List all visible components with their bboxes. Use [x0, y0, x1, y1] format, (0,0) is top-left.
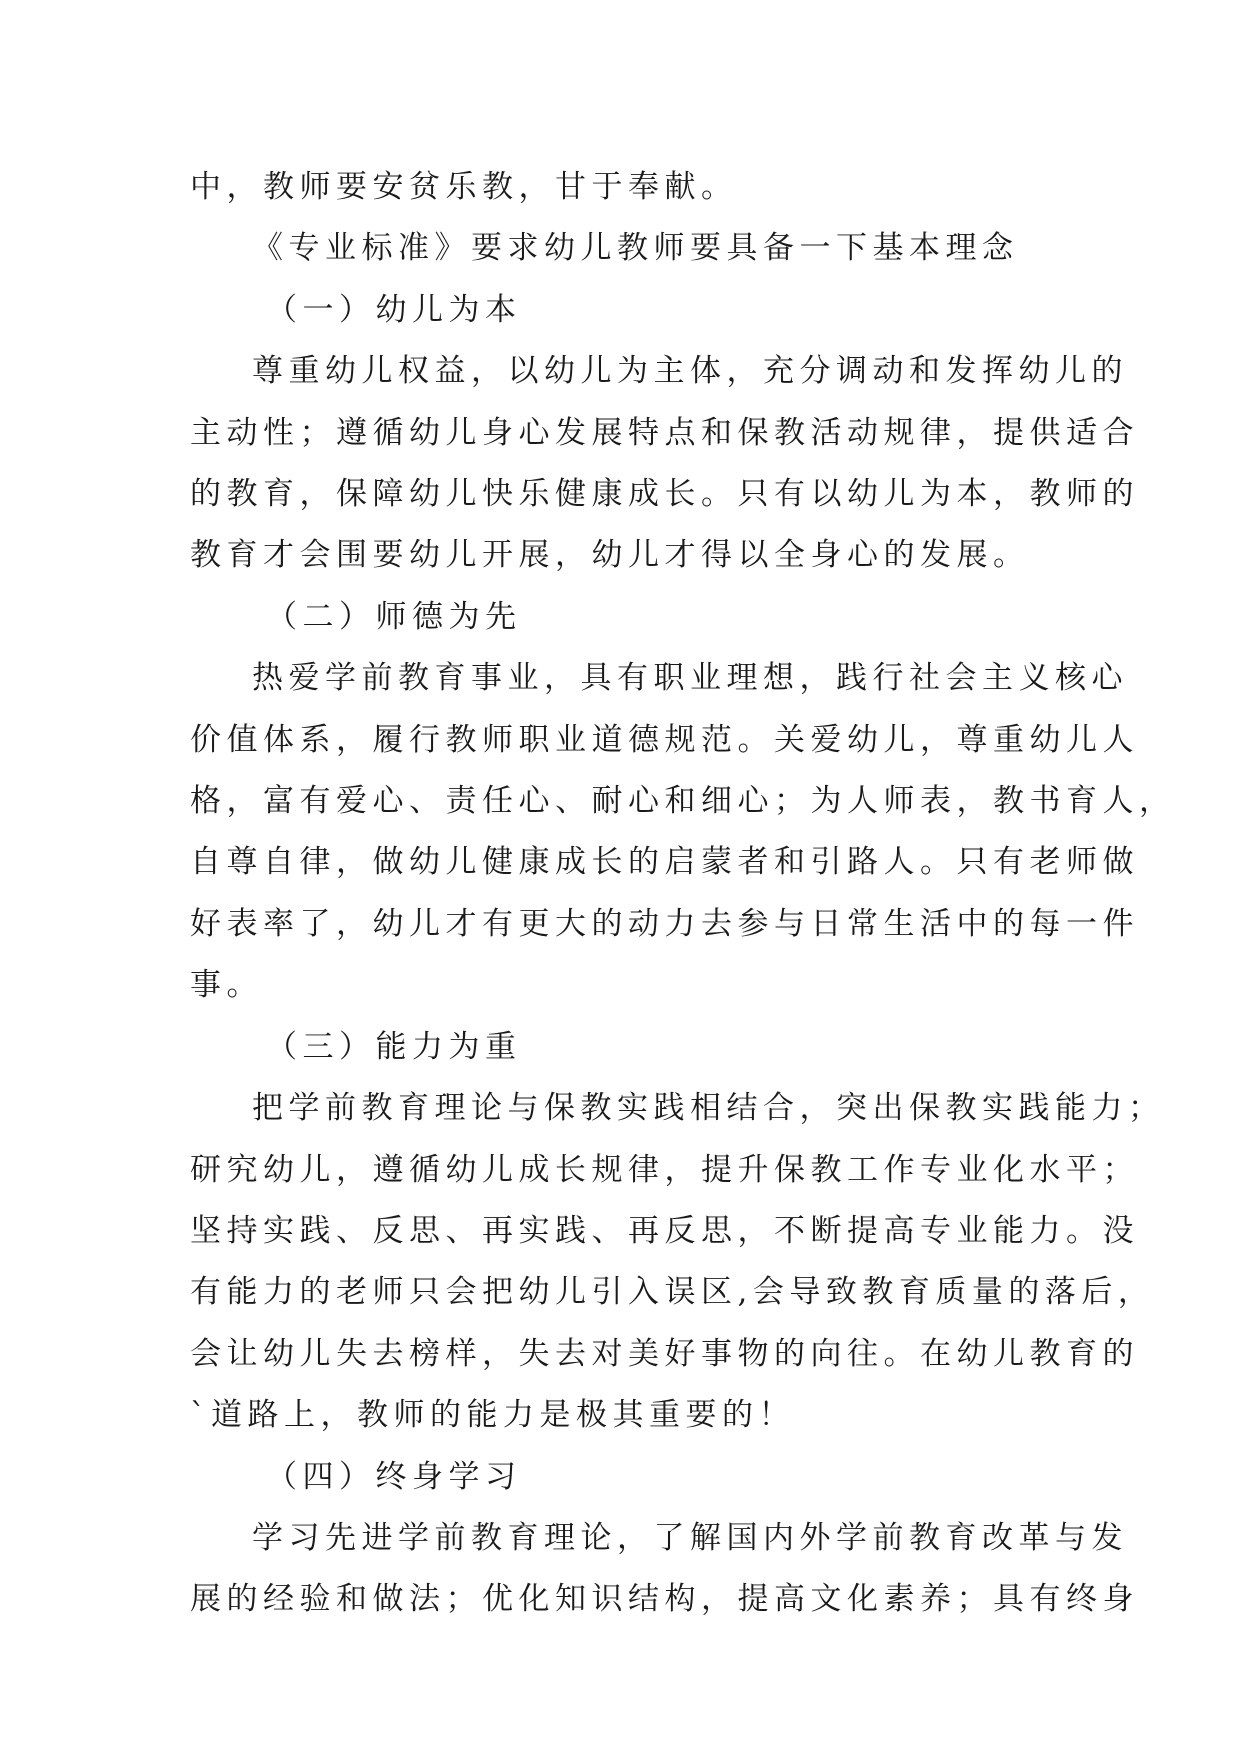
- paragraph-line: 自尊自律，做幼儿健康成长的启蒙者和引路人。只有老师做: [190, 844, 1139, 881]
- paragraph-line: `道路上，教师的能力是极其重要的！: [190, 1397, 795, 1434]
- section-heading: （二）师德为先: [266, 598, 522, 635]
- paragraph-line: 《专业标准》要求幼儿教师要具备一下基本理念: [252, 230, 1019, 267]
- paragraph-line: 价值体系，履行教师职业道德规范。关爱幼儿，尊重幼儿人: [190, 721, 1139, 758]
- paragraph-line: 会让幼儿失去榜样，失去对美好事物的向往。在幼儿教育的: [190, 1335, 1139, 1372]
- paragraph-line: 把学前教育理论与保教实践相结合，突出保教实践能力；: [252, 1090, 1165, 1127]
- paragraph-line: 事。: [190, 967, 263, 1004]
- paragraph-line: 坚持实践、反思、再实践、再反思，不断提高专业能力。没: [190, 1212, 1139, 1249]
- paragraph-line: 学习先进学前教育理论，了解国内外学前教育改革与发: [252, 1519, 1128, 1556]
- paragraph-line: 中，教师要安贫乐教，甘于奉献。: [190, 169, 738, 205]
- paragraph-line: 有能力的老师只会把幼儿引入误区,会导致教育质量的落后，: [190, 1274, 1155, 1311]
- paragraph-line: 主动性；遵循幼儿身心发展特点和保教活动规律，提供适合: [190, 414, 1139, 451]
- paragraph-line: 展的经验和做法；优化知识结构，提高文化素养；具有终身: [190, 1581, 1139, 1618]
- paragraph-line: 教育才会围要幼儿开展，幼儿才得以全身心的发展。: [190, 537, 1030, 574]
- section-heading: （三）能力为重: [266, 1028, 522, 1065]
- paragraph-line: 的教育，保障幼儿快乐健康成长。只有以幼儿为本，教师的: [190, 476, 1139, 513]
- paragraph-line: 好表率了，幼儿才有更大的动力去参与日常生活中的每一件: [190, 905, 1139, 942]
- paragraph-line: 热爱学前教育事业，具有职业理想，践行社会主义核心: [252, 660, 1128, 697]
- section-heading: （四）终身学习: [266, 1458, 522, 1495]
- paragraph-line: 尊重幼儿权益，以幼儿为主体，充分调动和发挥幼儿的: [252, 353, 1128, 390]
- paragraph-line: 格，富有爱心、责任心、耐心和细心；为人师表，教书育人，: [190, 783, 1176, 820]
- paragraph-line: 研究幼儿，遵循幼儿成长规律，提升保教工作专业化水平；: [190, 1151, 1139, 1188]
- section-heading: （一）幼儿为本: [266, 291, 522, 328]
- document-body: [190, 157, 1176, 1631]
